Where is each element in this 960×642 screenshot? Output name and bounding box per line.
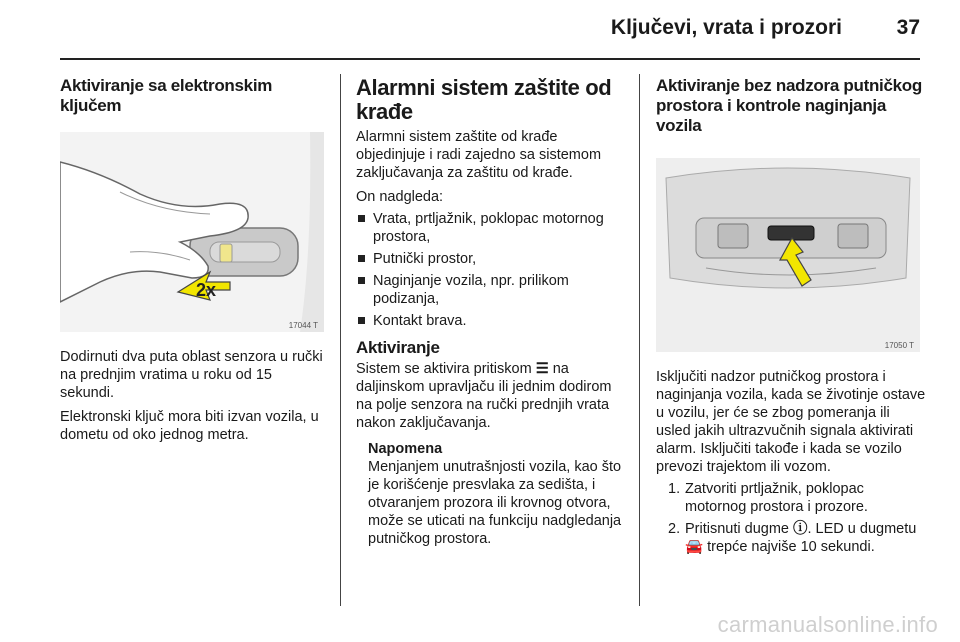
note-text: Menjanjem unutrašnjosti vozila, kao što je korišćenje presvlaka za sedišta, i otvaranjem prozora ili krovnog otvora, može se uticati na funkciju nadgledanja putničkog prostora. xyxy=(368,459,622,547)
activation-text: Sistem se aktivira pritiskom ☰ na daljinskom upravljaču ili jednim dodirom na polje senzora na ručki prednjih vrata nakon zaključavanja. xyxy=(356,361,612,431)
page-header xyxy=(0,0,960,60)
anti-theft-intro: Alarmni sistem zaštite od krađe objedinjuje i radi zajedno sa sistemom zaključavanja za zaštitu od krađe. xyxy=(356,129,602,181)
list-item: Putnički prostor, xyxy=(356,250,624,268)
double-tap-label: 2x xyxy=(196,280,217,300)
key-range-note: Elektronski ključ mora biti izvan vozila, u dometu od oko jednog metra. xyxy=(60,409,319,443)
list-item: 2. Pritisnuti dugme ⓘ. LED u dugmetu 🚘 trepće najviše 10 sekundi. xyxy=(668,521,917,555)
electronic-key-heading: Aktiviranje sa elektronskim ključem xyxy=(60,76,273,115)
note-heading: Napomena xyxy=(368,441,443,457)
column-divider-1 xyxy=(340,74,341,606)
overhead-console-illustration xyxy=(656,158,920,352)
car-led-icon: 🚘 xyxy=(685,539,704,555)
bullet-icon xyxy=(358,277,365,284)
watermark: carmanualsonline.info xyxy=(717,612,938,637)
door-handle-illustration xyxy=(60,132,324,332)
bullet-icon xyxy=(358,317,365,324)
monitors-label: On nadgleda: xyxy=(356,189,444,205)
header-rule xyxy=(60,58,920,60)
bullet-icon xyxy=(358,215,365,222)
list-item: Vrata, prtljažnik, poklopac motornog prostora, xyxy=(356,210,624,246)
section-title: Ključevi, vrata i prozori xyxy=(610,16,842,39)
bullet-icon xyxy=(358,255,365,262)
column-electronic-key xyxy=(60,76,324,444)
deactivation-heading: Aktiviranje bez nadzora putničkog prostora i kontrole naginjanja vozila xyxy=(656,76,922,135)
note-box xyxy=(356,440,624,548)
deactivation-steps xyxy=(656,480,926,556)
page-number: 37 xyxy=(896,16,920,39)
lock-button-icon: ☰ xyxy=(535,361,549,377)
anti-theft-heading: Alarmni sistem zaštite od krađe xyxy=(356,75,612,124)
column-divider-2 xyxy=(639,74,640,606)
column-deactivation xyxy=(656,76,926,556)
info-button-icon: ⓘ xyxy=(793,521,808,537)
hand-touching-handle-icon xyxy=(60,132,324,332)
overhead-button-icon xyxy=(656,158,920,352)
column-anti-theft xyxy=(356,76,624,548)
list-item: Naginjanje vozila, npr. prilikom podizanja, xyxy=(356,272,624,308)
list-item: 1. Zatvoriti prtljažnik, poklopac motornog prostora i prozore. xyxy=(668,481,868,515)
list-item: Kontakt brava. xyxy=(356,312,624,330)
deactivation-text: Isključiti nadzor putničkog prostora i naginjanja vozila, kada se životinje ostave u vozilu, jer će se zbog pomeranja ili usled jakih ultrazvučnih signala aktivirati alarm. Isključiti takođe i kada se vozilo prevozi trajektom ili vozom. xyxy=(656,369,926,475)
tap-instruction: Dodirnuti dva puta oblast senzora u ručki na prednjim vratima u roku od 15 sekundi. xyxy=(60,349,323,401)
figure-code: 17050 T xyxy=(884,341,914,350)
activation-heading: Aktiviranje xyxy=(356,338,440,357)
monitored-list xyxy=(356,210,624,330)
figure-code: 17044 T xyxy=(288,321,318,330)
